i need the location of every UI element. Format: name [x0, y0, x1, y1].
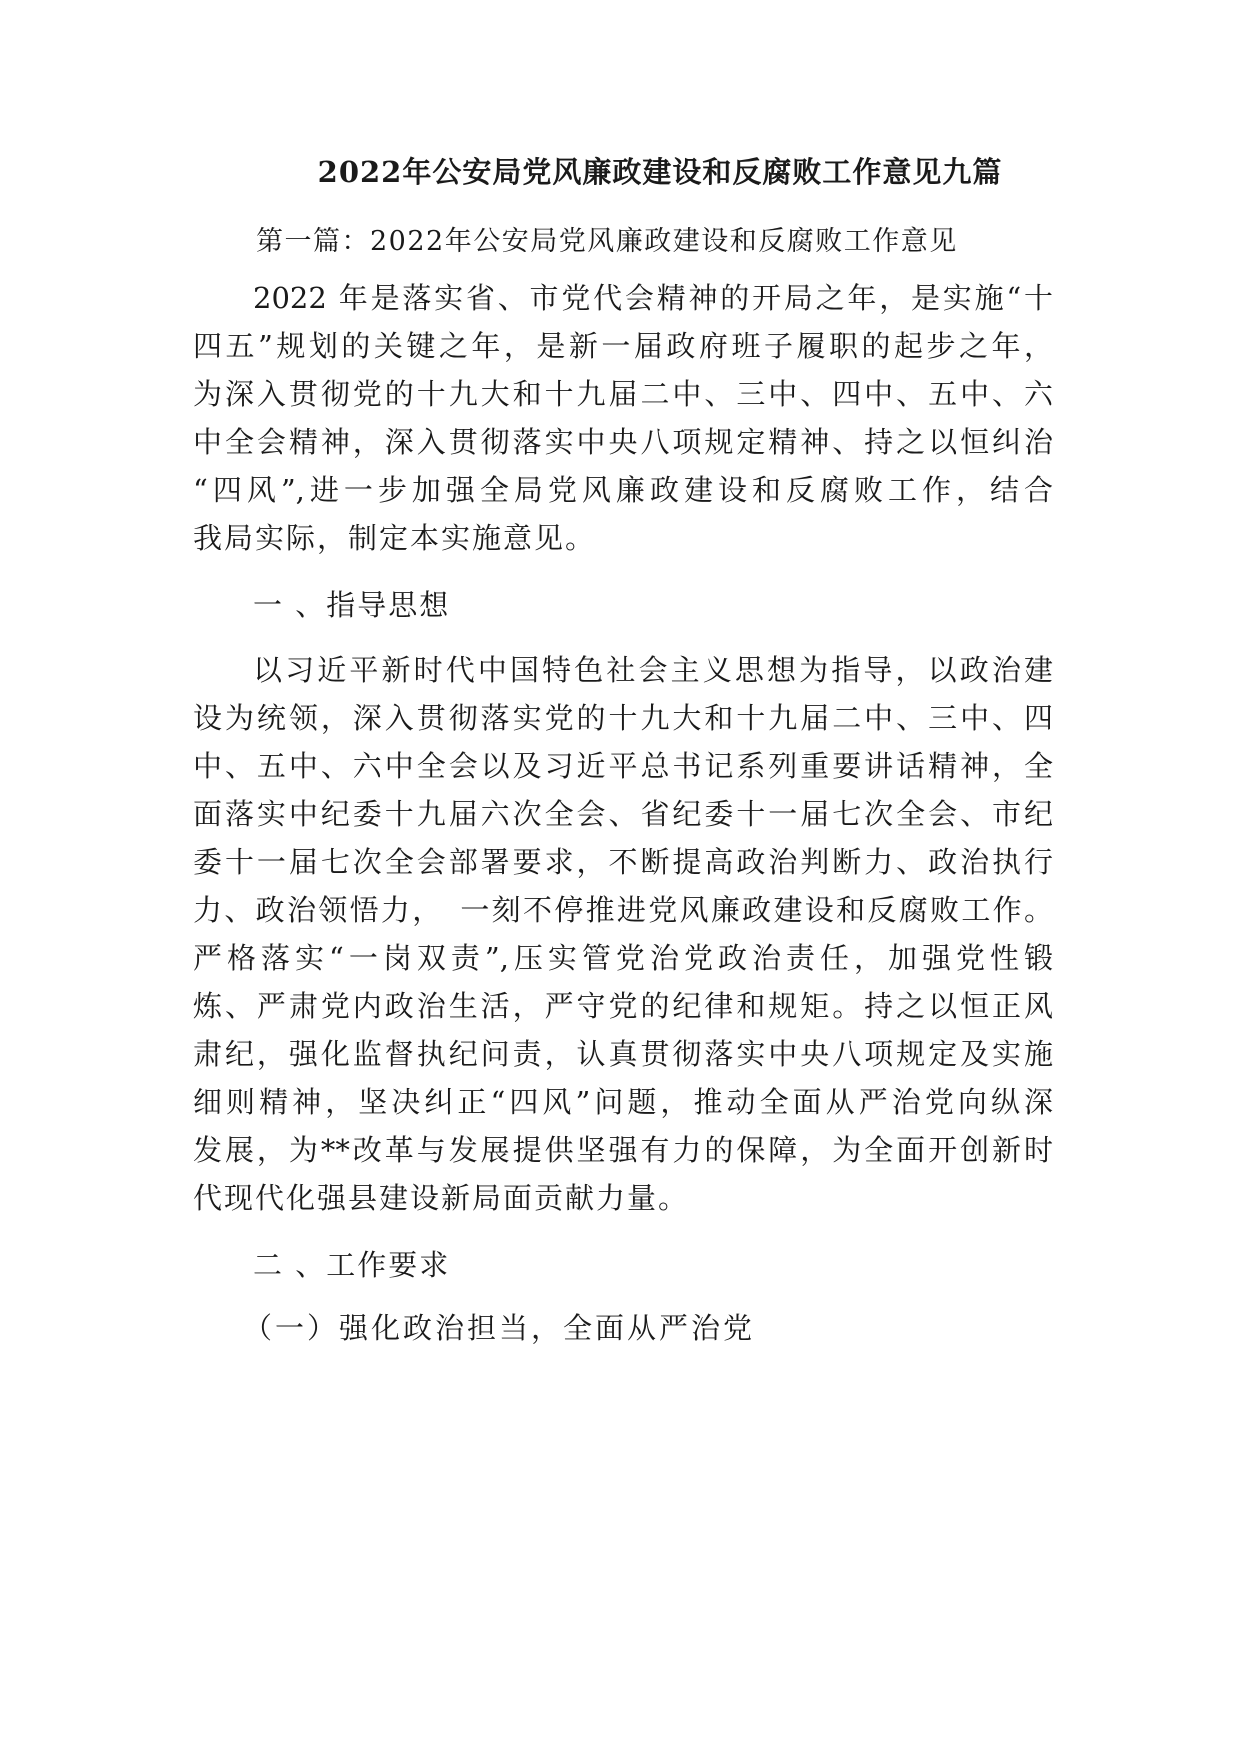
section1-line: 代现代化强县建设新局面贡献力量。	[193, 1181, 690, 1215]
section1-line: 委十一届七次全会部署要求，不断提高政治判断力、政治执行	[193, 845, 1053, 879]
intro-line: 我局实际，制定本实施意见。	[193, 521, 597, 555]
section1-line: 发展，为**改革与发展提供坚强有力的保障，为全面开创新时	[193, 1133, 1053, 1167]
section-heading: 一 、指导思想	[253, 588, 451, 622]
section1-line: 中、五中、六中全会以及习近平总书记系列重要讲话精神，全	[193, 749, 1053, 783]
intro-line: 四五”规划的关键之年，是新一届政府班子履职的起步之年，	[193, 329, 1053, 363]
intro-line: 中全会精神，深入贯彻落实中央八项规定精神、持之以恒纠治	[193, 425, 1053, 459]
document-subtitle: 第一篇：2022年公安局党风廉政建设和反腐败工作意见	[256, 226, 958, 257]
section1-line: 肃纪，强化监督执纪问责，认真贯彻落实中央八项规定及实施	[193, 1037, 1053, 1071]
section-heading: 二 、工作要求	[253, 1248, 451, 1282]
section1-line: 细则精神，坚决纠正“四风”问题，推动全面从严治党向纵深	[193, 1085, 1053, 1119]
section1-line: 炼、严肃党内政治生活，严守党的纪律和规矩。持之以恒正风	[193, 989, 1053, 1023]
section1-line: 力、政治领悟力， 一刻不停推进党风廉政建设和反腐败工作。	[193, 893, 1053, 927]
document-title: 2022年公安局党风廉政建设和反腐败工作意见九篇	[317, 155, 1003, 189]
subsection-heading: （一）强化政治担当，全面从严治党	[243, 1311, 756, 1345]
intro-line: 为深入贯彻党的十九大和十九届二中、三中、四中、五中、六	[193, 377, 1053, 411]
section1-line: 设为统领，深入贯彻落实党的十九大和十九届二中、三中、四	[193, 701, 1053, 735]
section1-line: 面落实中纪委十九届六次全会、省纪委十一届七次全会、市纪	[193, 797, 1053, 831]
intro-line: “四风”,进一步加强全局党风廉政建设和反腐败工作，结合	[193, 473, 1053, 507]
intro-line: 2022 年是落实省、市党代会精神的开局之年，是实施“十	[253, 281, 1053, 315]
section1-line: 以习近平新时代中国特色社会主义思想为指导，以政治建	[253, 653, 1053, 687]
section1-line: 严格落实“一岗双责”,压实管党治党政治责任，加强党性锻	[193, 941, 1053, 975]
